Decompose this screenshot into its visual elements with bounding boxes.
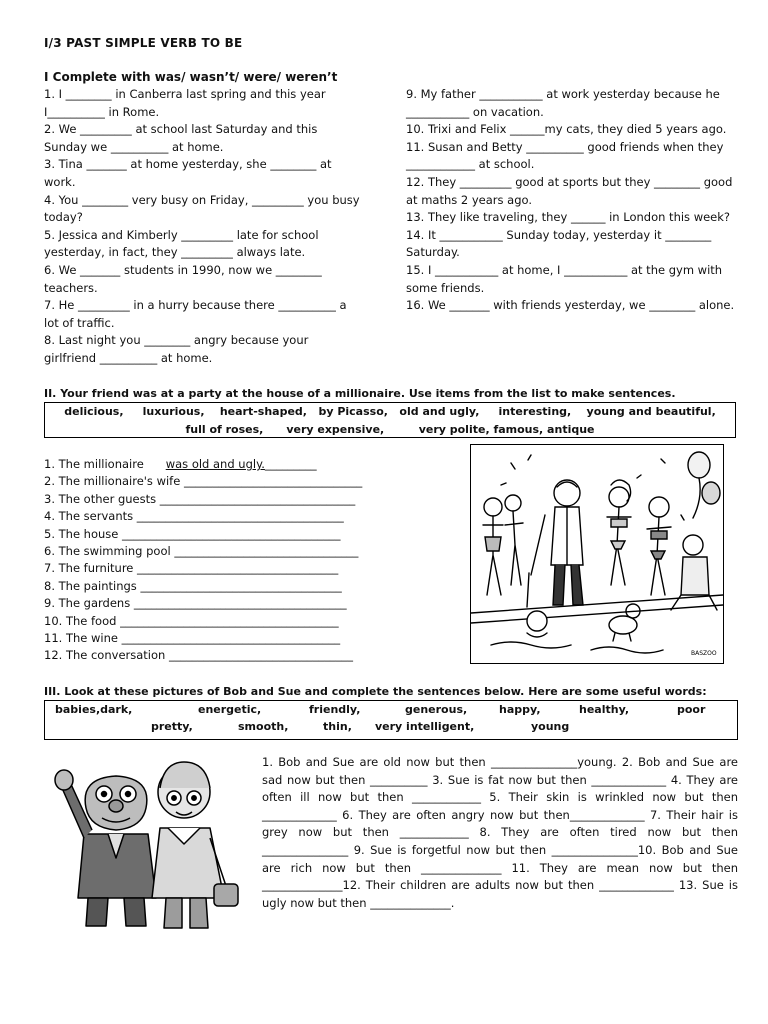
word-chip: healthy, bbox=[579, 703, 630, 716]
list-item: 1. The millionaire was old and ugly._________ bbox=[44, 457, 317, 471]
word-chip: energetic, bbox=[198, 703, 262, 716]
list-item: 5. The house ______________________________________ bbox=[44, 526, 341, 541]
section3-word-box bbox=[44, 700, 738, 740]
answer-blank[interactable]: ____________________________________ bbox=[136, 509, 344, 524]
section2-heading: II. Your friend was at a party at the house of a millionaire. Use items from the list to make sentences. bbox=[44, 387, 676, 400]
word-chip: babies,dark, bbox=[55, 703, 133, 716]
answer-blank[interactable]: ______________________________________ bbox=[122, 526, 341, 541]
word-box-line-1: delicious, luxurious, heart-shaped, by Picasso, old and ugly, interesting, young and beautiful, bbox=[64, 405, 716, 418]
answer-blank[interactable]: _______________________________ bbox=[183, 474, 363, 489]
cartoon-signature: BASZOO bbox=[691, 650, 717, 657]
exercise-item-12: 12. They _________ good at sports but they ________ good at maths 2 years ago. bbox=[406, 174, 733, 207]
section1-left-column bbox=[44, 86, 364, 368]
list-item: 12. The conversation ________________________________ bbox=[44, 648, 353, 663]
section1-heading: I Complete with was/ wasn’t/ were/ weren’t bbox=[44, 70, 338, 84]
section3-sentences: 1. Bob and Sue are old now but then _______________young. 2. Bob and Sue are sad now but then __________ 3. Sue is fat now but then _____________ 4. They are often ill now but then ____________ 5. Their skin is wrinkled now but then _____________ 6. They are often angry now but then_____________ 7. Their hair is grey now but then ____________ 8. They are often tired now but then _______________ 9. Sue is forgetful now but then _______________10. Bob and Sue are rich now but then ______________ 11. They are mean now but then ______________12. Their children are adults now but then _____________ 13. Sue is ugly now but then ______________. bbox=[262, 755, 738, 910]
answer-blank[interactable]: ______________________________________ bbox=[120, 613, 339, 628]
exercise-item-1: 1. I ________ in Canberra last spring and this year I__________ in Rome. bbox=[44, 87, 326, 119]
list-item: 3. The other guests __________________________________ bbox=[44, 491, 356, 506]
list-item: 6. The swimming pool ________________________________ bbox=[44, 544, 359, 559]
bob-and-sue-drawing bbox=[48, 748, 244, 936]
word-chip: smooth, bbox=[238, 720, 289, 733]
word-box-line-2: full of roses, very expensive, very polite, famous, antique bbox=[185, 422, 595, 436]
answer-blank[interactable]: ________________________________ bbox=[174, 544, 359, 559]
party-cartoon-drawing bbox=[471, 445, 723, 663]
exercise-item-11: 11. Susan and Betty __________ good friends when they ____________ at school. bbox=[406, 139, 724, 172]
sample-answer: was old and ugly. bbox=[165, 457, 265, 471]
exercise-item-15: 15. I ___________ at home, I ___________ at the gym with some friends. bbox=[406, 262, 723, 295]
list-item: 7. The furniture ___________________________________ bbox=[44, 561, 339, 576]
bob-and-sue-illustration bbox=[48, 748, 244, 936]
word-chip: happy, bbox=[499, 703, 541, 716]
exercise-item-3: 3. Tina _______ at home yesterday, she ________ at work. bbox=[44, 157, 332, 189]
answer-blank[interactable]: ___________________________________ bbox=[140, 578, 342, 593]
exercise-item-4: 4. You ________ very busy on Friday, _________ you busy today? bbox=[44, 192, 360, 225]
list-item: 11. The wine ______________________________________ bbox=[44, 631, 341, 646]
answer-blank[interactable]: ________________________________ bbox=[168, 648, 353, 663]
section2-word-box bbox=[44, 402, 736, 438]
exercise-item-13: 13. They like traveling, they ______ in London this week? bbox=[406, 210, 731, 225]
word-chip: generous, bbox=[405, 703, 468, 716]
answer-blank[interactable]: __________________________________ bbox=[159, 491, 356, 506]
word-chip: friendly, bbox=[309, 703, 361, 716]
section3-heading: III. Look at these pictures of Bob and Sue and complete the sentences below. Here are some useful words: bbox=[44, 685, 707, 698]
answer-blank[interactable]: ______________________________________ bbox=[121, 631, 341, 646]
list-item: 10. The food ______________________________________ bbox=[44, 613, 339, 628]
exercise-item-10: 10. Trixi and Felix ______my cats, they died 5 years ago. bbox=[406, 122, 727, 137]
exercise-item-7: 7. He _________ in a hurry because there __________ a lot of traffic. bbox=[44, 298, 347, 330]
party-cartoon bbox=[470, 444, 724, 664]
exercise-item-8: 8. Last night you ________ angry because your girlfriend __________ at home. bbox=[44, 333, 309, 365]
exercise-item-5: 5. Jessica and Kimberly _________ late for school yesterday, in fact, they _________ always late. bbox=[44, 227, 319, 260]
list-item: 2. The millionaire's wife _______________________________ bbox=[44, 474, 363, 489]
exercise-item-2: 2. We _________ at school last Saturday and this Sunday we __________ at home. bbox=[44, 122, 318, 154]
exercise-item-9: 9. My father ___________ at work yesterday because he ___________ on vacation. bbox=[406, 87, 720, 119]
answer-blank[interactable]: ___________________________________ bbox=[137, 561, 339, 576]
word-chip: thin, bbox=[323, 720, 352, 733]
list-item: 8. The paintings ___________________________________ bbox=[44, 578, 342, 593]
exercise-item-14: 14. It ___________ Sunday today, yesterday it ________ Saturday. bbox=[406, 227, 712, 260]
answer-blank[interactable]: _____________________________________ bbox=[133, 596, 347, 611]
section2-sentence-list bbox=[44, 456, 362, 665]
exercise-item-16: 16. We _______ with friends yesterday, we ________ alone. bbox=[406, 298, 735, 313]
word-chip: pretty, bbox=[151, 720, 193, 733]
section1-right-column bbox=[406, 86, 736, 315]
exercise-item-6: 6. We _______ students in 1990, now we ________ teachers. bbox=[44, 262, 322, 295]
list-item: 4. The servants ____________________________________ bbox=[44, 509, 344, 524]
word-chip: very intelligent, bbox=[375, 720, 475, 733]
word-chip: poor bbox=[677, 703, 706, 716]
list-item: 9. The gardens _____________________________________ bbox=[44, 596, 347, 611]
word-chip: young bbox=[531, 720, 570, 733]
worksheet-title: I/3 PAST SIMPLE VERB TO BE bbox=[44, 36, 243, 50]
